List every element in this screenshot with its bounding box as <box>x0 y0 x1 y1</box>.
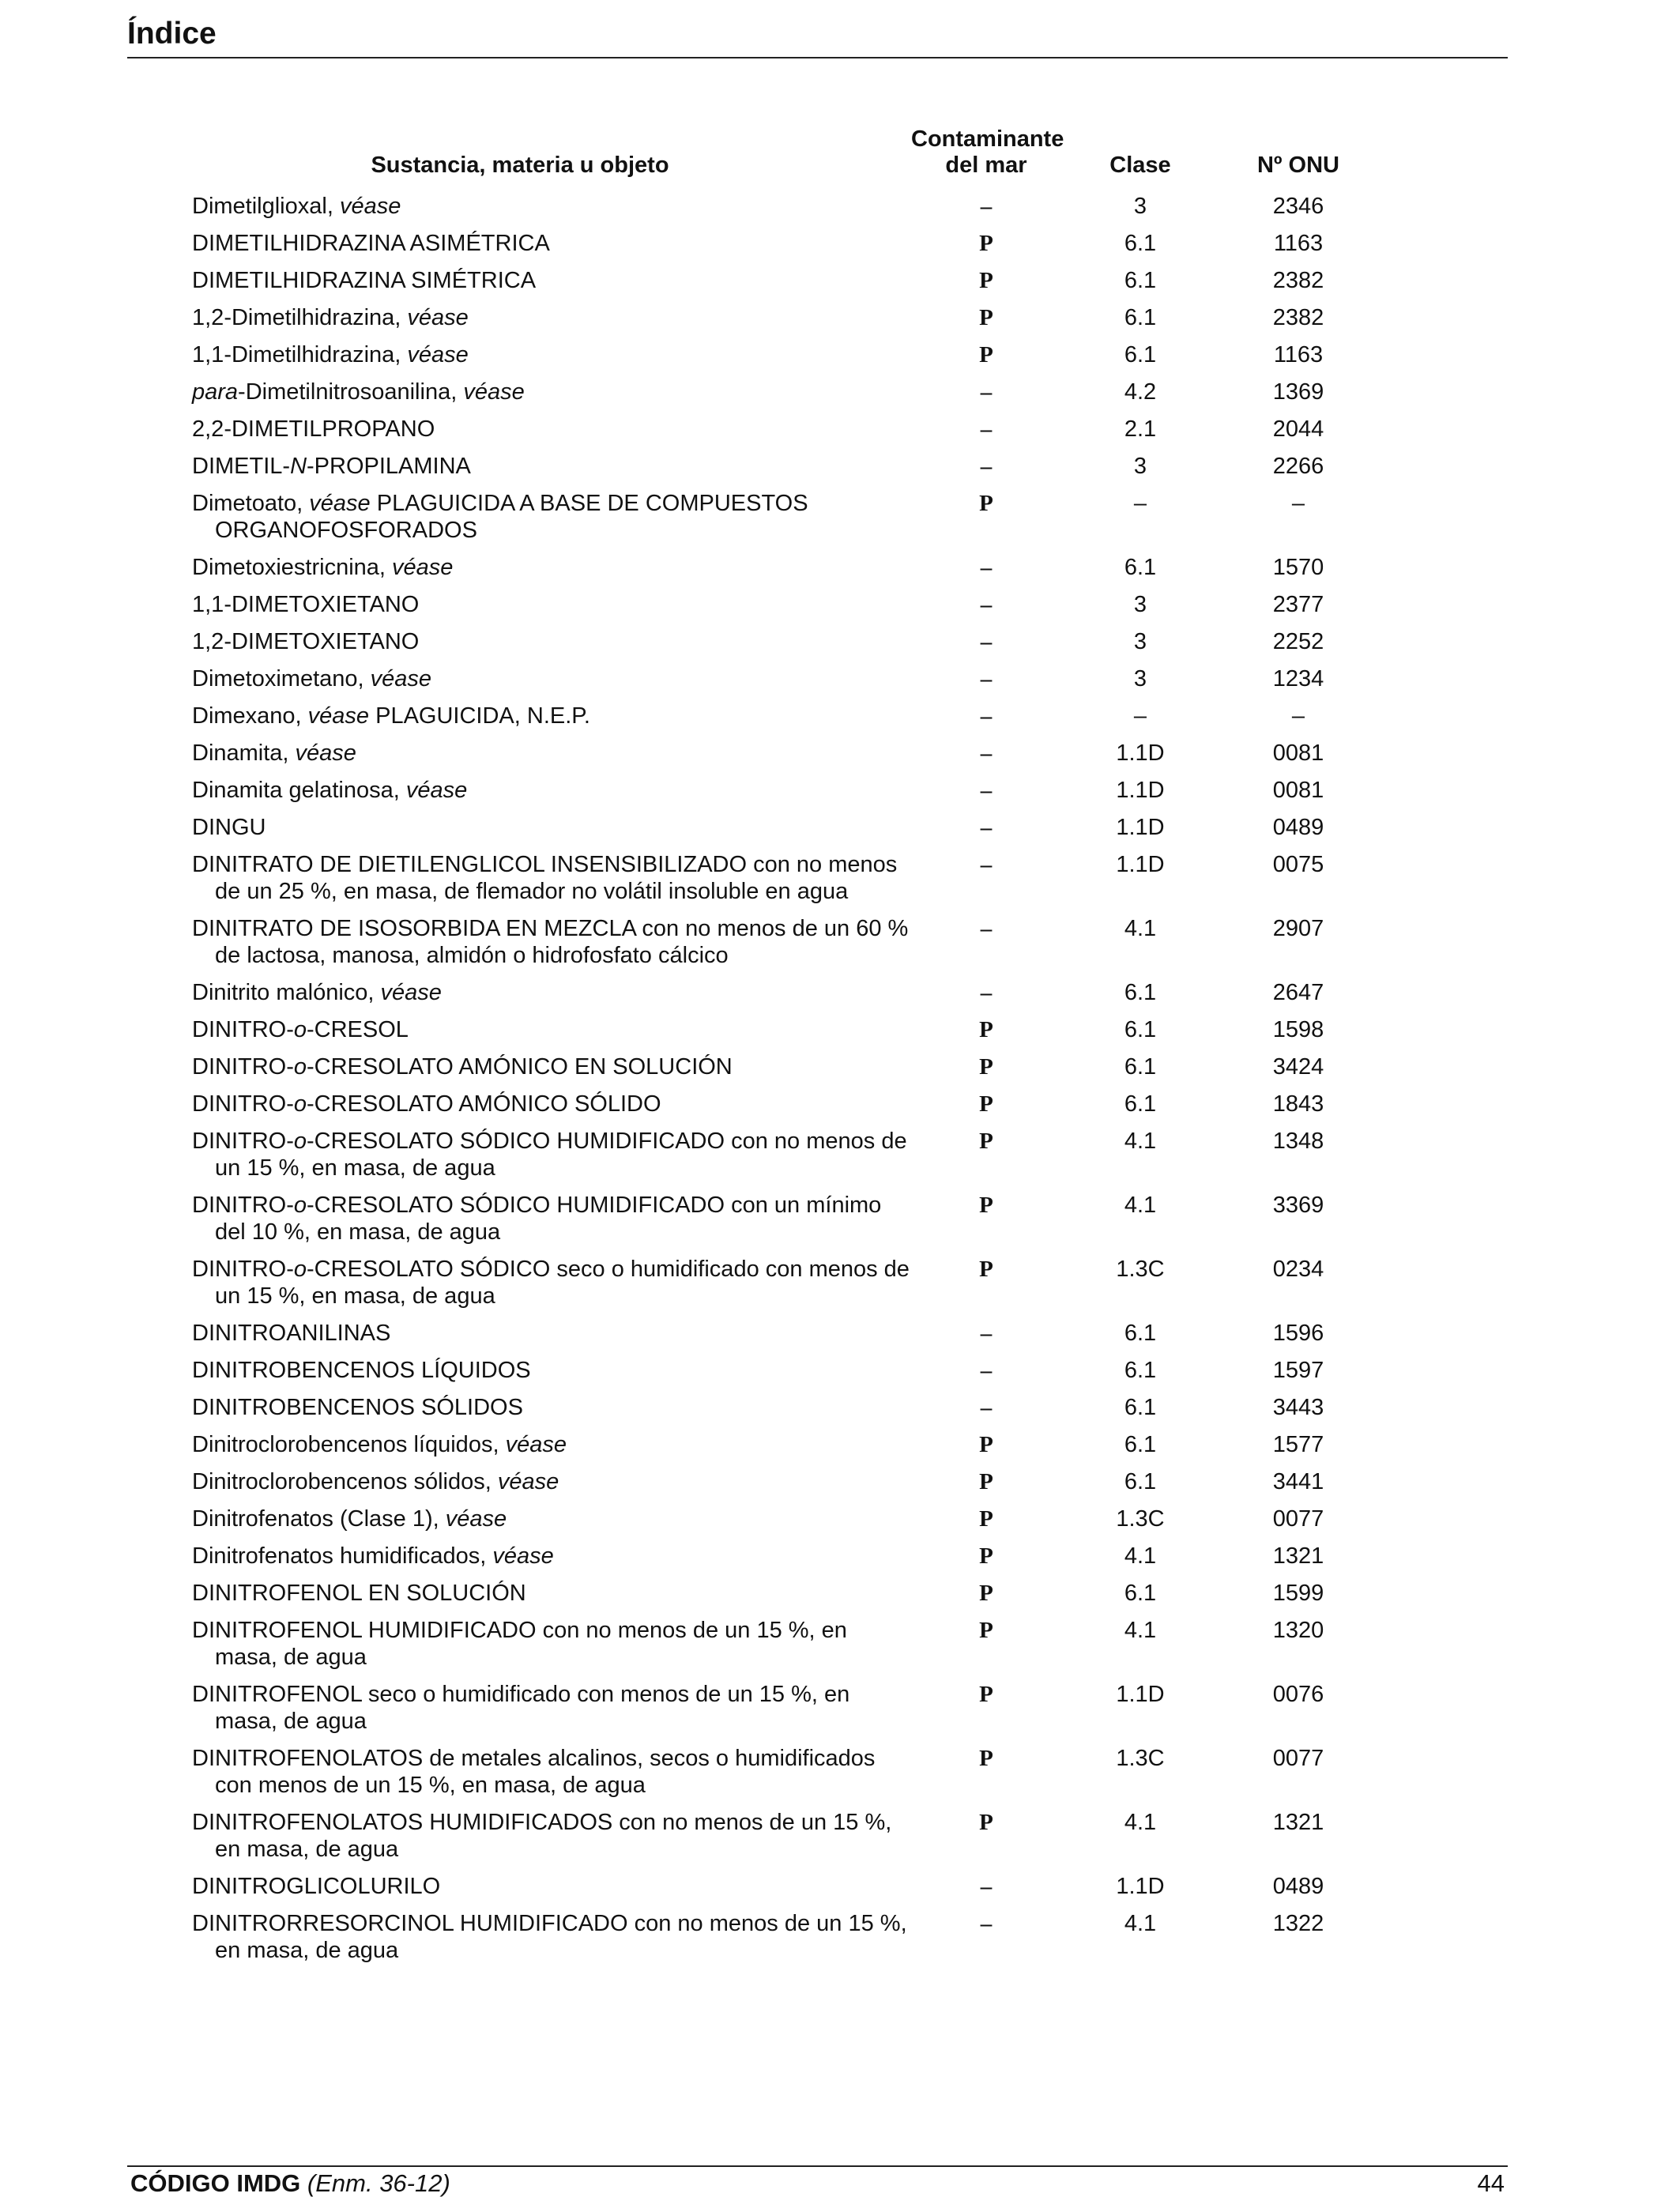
table-row <box>192 661 1508 698</box>
hazard-class: 6.1 <box>1124 305 1157 330</box>
substance-name: DINITROFENOL EN SOLUCIÓN <box>192 1581 526 1606</box>
substance-name: 1,1-DIMETOXIETANO <box>192 592 420 617</box>
row-spacer <box>1377 809 1508 846</box>
hazard-class: 1.1D <box>1116 852 1165 877</box>
un-number: 3443 <box>1272 1395 1324 1420</box>
marine-pollutant-mark: P <box>979 1746 993 1771</box>
marine-pollutant-mark: P <box>979 305 993 330</box>
hazard-class: 4.1 <box>1124 1618 1157 1643</box>
substance-name: Dinitrito malónico, véase <box>192 980 442 1005</box>
hazard-class: 6.1 <box>1124 1581 1157 1606</box>
table-row <box>192 1123 1508 1187</box>
un-number: 1599 <box>1272 1581 1324 1606</box>
un-number: 2907 <box>1272 916 1324 941</box>
substance-name: DINITRO-o-CRESOLATO SÓDICO HUMIDIFICADO con un mínimo del 10 %, en masa, de agua <box>192 1193 882 1245</box>
row-spacer <box>1377 411 1508 448</box>
row-spacer <box>1377 188 1508 225</box>
table-row <box>192 772 1508 809</box>
un-number: 0081 <box>1272 778 1324 803</box>
un-number: 1322 <box>1272 1911 1324 1936</box>
table-row <box>192 1612 1508 1676</box>
hazard-class: 6.1 <box>1124 1054 1157 1080</box>
column-header-class: Clase <box>1109 153 1171 178</box>
hazard-class: 4.1 <box>1124 1911 1157 1936</box>
table-row <box>192 1575 1508 1612</box>
hazard-class: 6.1 <box>1124 1321 1157 1346</box>
marine-pollutant-mark: – <box>980 1358 993 1383</box>
substance-name: DINITROGLICOLURILO <box>192 1874 441 1899</box>
table-row <box>192 1501 1508 1538</box>
row-spacer <box>1377 772 1508 809</box>
marine-pollutant-mark: P <box>979 491 993 516</box>
row-spacer <box>1377 485 1508 549</box>
marine-pollutant-mark: P <box>979 1432 993 1457</box>
hazard-class: 1.1D <box>1116 1874 1165 1899</box>
footer-edition: (Enm. 36-12) <box>307 2169 450 2197</box>
hazard-class: 1.3C <box>1116 1257 1165 1282</box>
substance-name: 1,1-Dimetilhidrazina, véase <box>192 342 469 367</box>
hazard-class: 1.1D <box>1116 815 1165 840</box>
substance-name: Dinitroclorobencenos sólidos, véase <box>192 1469 559 1494</box>
substance-name: DINITROFENOLATOS HUMIDIFICADOS con no menos de un 15 %, en masa, de agua <box>192 1810 892 1862</box>
hazard-class: 6.1 <box>1124 1091 1157 1117</box>
substance-name: 1,2-Dimetilhidrazina, véase <box>192 305 469 330</box>
hazard-class: 6.1 <box>1124 268 1157 293</box>
un-number: 1369 <box>1272 379 1324 405</box>
hazard-class: 4.1 <box>1124 1129 1157 1154</box>
table-row <box>192 910 1508 974</box>
marine-pollutant-mark: – <box>980 980 993 1005</box>
marine-pollutant-mark: – <box>980 1911 993 1936</box>
un-number: 2382 <box>1272 268 1324 293</box>
marine-pollutant-mark: P <box>979 231 993 256</box>
marine-pollutant-mark: – <box>980 1321 993 1346</box>
table-row <box>192 1251 1508 1315</box>
row-spacer <box>1377 549 1508 586</box>
substance-name: DINGU <box>192 815 266 840</box>
marine-pollutant-mark: – <box>980 666 993 692</box>
footer-code-title: CÓDIGO IMDG <box>130 2169 301 2197</box>
row-spacer <box>1377 661 1508 698</box>
substance-name: DINITRO-o-CRESOL <box>192 1017 409 1042</box>
table-row <box>192 300 1508 337</box>
table-header-row <box>192 126 1508 188</box>
page-footer <box>127 2165 1508 2197</box>
marine-pollutant-mark: – <box>980 778 993 803</box>
table-row <box>192 549 1508 586</box>
substance-name: DINITROFENOL HUMIDIFICADO con no menos de un 15 %, en masa, de agua <box>192 1618 847 1670</box>
substance-name: Dinamita gelatinosa, véase <box>192 778 468 803</box>
column-header-substance: Sustancia, materia u objeto <box>371 153 669 178</box>
row-spacer <box>1377 337 1508 374</box>
table-row <box>192 448 1508 485</box>
row-spacer <box>1377 624 1508 661</box>
row-spacer <box>1377 1086 1508 1123</box>
table-row <box>192 735 1508 772</box>
un-number: – <box>1291 491 1305 516</box>
hazard-class: 4.1 <box>1124 1543 1157 1569</box>
table-row <box>192 1804 1508 1868</box>
un-number: 2382 <box>1272 305 1324 330</box>
row-spacer <box>1377 1012 1508 1049</box>
table-row <box>192 188 1508 225</box>
hazard-class: – <box>1133 703 1147 729</box>
marine-pollutant-mark: P <box>979 1810 993 1835</box>
row-spacer <box>1377 300 1508 337</box>
row-spacer <box>1377 1501 1508 1538</box>
table-row <box>192 624 1508 661</box>
hazard-class: 6.1 <box>1124 231 1157 256</box>
index-table <box>192 126 1508 1969</box>
un-number: 2266 <box>1272 454 1324 479</box>
un-number: 0077 <box>1272 1506 1324 1532</box>
row-spacer <box>1377 586 1508 624</box>
row-spacer <box>1377 1389 1508 1426</box>
un-number: 1234 <box>1272 666 1324 692</box>
row-spacer <box>1377 448 1508 485</box>
marine-pollutant-mark: P <box>979 1091 993 1117</box>
substance-name: DIMETILHIDRAZINA SIMÉTRICA <box>192 268 537 293</box>
hazard-class: 6.1 <box>1124 342 1157 367</box>
un-number: 2346 <box>1272 194 1324 219</box>
hazard-class: 1.3C <box>1116 1506 1165 1532</box>
column-spacer <box>1377 126 1508 188</box>
un-number: 3424 <box>1272 1054 1324 1080</box>
row-spacer <box>1377 974 1508 1012</box>
row-spacer <box>1377 1464 1508 1501</box>
table-row <box>192 1315 1508 1352</box>
hazard-class: 6.1 <box>1124 555 1157 580</box>
page-title: Índice <box>127 17 217 51</box>
substance-name: Dinamita, véase <box>192 740 356 766</box>
marine-pollutant-mark: P <box>979 342 993 367</box>
table-row <box>192 1905 1508 1969</box>
substance-name: DINITRO-o-CRESOLATO AMÓNICO SÓLIDO <box>192 1091 661 1117</box>
un-number: 1163 <box>1273 231 1324 256</box>
un-number: 1577 <box>1272 1432 1324 1457</box>
hazard-class: 6.1 <box>1124 1469 1157 1494</box>
table-row <box>192 809 1508 846</box>
row-spacer <box>1377 1538 1508 1575</box>
marine-pollutant-mark: P <box>979 1581 993 1606</box>
row-spacer <box>1377 225 1508 262</box>
substance-name: DINITRO-o-CRESOLATO SÓDICO HUMIDIFICADO con no menos de un 15 %, en masa, de agua <box>192 1129 907 1181</box>
footer-code <box>130 2170 450 2197</box>
substance-name: 2,2-DIMETILPROPANO <box>192 416 435 442</box>
row-spacer <box>1377 1612 1508 1676</box>
un-number: 1320 <box>1272 1618 1324 1643</box>
table-row <box>192 1352 1508 1389</box>
table-row <box>192 374 1508 411</box>
marine-pollutant-mark: – <box>980 740 993 766</box>
hazard-class: 3 <box>1133 629 1147 654</box>
column-header-un-number: Nº ONU <box>1256 153 1340 178</box>
marine-pollutant-mark: P <box>979 1506 993 1532</box>
row-spacer <box>1377 1315 1508 1352</box>
un-number: 1321 <box>1272 1543 1324 1569</box>
table-row <box>192 1538 1508 1575</box>
marine-pollutant-mark: – <box>980 852 993 877</box>
un-number: 1597 <box>1272 1358 1324 1383</box>
row-spacer <box>1377 698 1508 735</box>
hazard-class: 4.1 <box>1124 1193 1157 1218</box>
table-row <box>192 1676 1508 1740</box>
substance-name: DINITRATO DE DIETILENGLICOL INSENSIBILIZADO con no menos de un 25 %, en masa, de flemador no volátil insoluble en agua <box>192 852 898 904</box>
table-row <box>192 262 1508 300</box>
table-row <box>192 698 1508 735</box>
table-row <box>192 1868 1508 1905</box>
hazard-class: 3 <box>1133 592 1147 617</box>
row-spacer <box>1377 910 1508 974</box>
marine-pollutant-mark: – <box>980 592 993 617</box>
marine-pollutant-mark: – <box>980 916 993 941</box>
un-number: 1570 <box>1272 555 1324 580</box>
hazard-class: 6.1 <box>1124 1395 1157 1420</box>
table-row <box>192 1426 1508 1464</box>
row-spacer <box>1377 1676 1508 1740</box>
hazard-class: 3 <box>1133 194 1147 219</box>
hazard-class: 1.1D <box>1116 1682 1165 1707</box>
table-row <box>192 225 1508 262</box>
un-number: 1598 <box>1272 1017 1324 1042</box>
row-spacer <box>1377 1804 1508 1868</box>
hazard-class: 4.2 <box>1124 379 1157 405</box>
table-row <box>192 411 1508 448</box>
hazard-class: 1.3C <box>1116 1746 1165 1771</box>
table-row <box>192 1740 1508 1804</box>
un-number: 0489 <box>1272 815 1324 840</box>
table-row <box>192 974 1508 1012</box>
un-number: 1843 <box>1272 1091 1324 1117</box>
substance-name: Dimetilglioxal, véase <box>192 194 401 219</box>
substance-name: DINITROBENCENOS LÍQUIDOS <box>192 1358 531 1383</box>
hazard-class: 4.1 <box>1124 916 1157 941</box>
table-row <box>192 1049 1508 1086</box>
un-number: 3369 <box>1272 1193 1324 1218</box>
hazard-class: 2.1 <box>1124 416 1157 442</box>
marine-pollutant-mark: – <box>980 1874 993 1899</box>
table-row <box>192 337 1508 374</box>
page-header <box>127 14 1508 58</box>
row-spacer <box>1377 262 1508 300</box>
un-number: 0076 <box>1272 1682 1324 1707</box>
un-number: 0081 <box>1272 740 1324 766</box>
table-row <box>192 1086 1508 1123</box>
marine-pollutant-mark: – <box>980 454 993 479</box>
row-spacer <box>1377 1868 1508 1905</box>
substance-name: Dimexano, véase PLAGUICIDA, N.E.P. <box>192 703 590 729</box>
substance-name: Dimetoato, véase PLAGUICIDA A BASE DE COMPUESTOS ORGANOFOSFORADOS <box>192 491 808 543</box>
un-number: 2044 <box>1272 416 1324 442</box>
substance-name: Dinitrofenatos (Clase 1), véase <box>192 1506 507 1532</box>
un-number: 1321 <box>1272 1810 1324 1835</box>
marine-pollutant-mark: – <box>980 703 993 729</box>
substance-name: DINITRO-o-CRESOLATO SÓDICO seco o humidificado con menos de un 15 %, en masa, de agua <box>192 1257 910 1309</box>
hazard-class: – <box>1133 491 1147 516</box>
table-row <box>192 1389 1508 1426</box>
marine-pollutant-mark: – <box>980 379 993 405</box>
row-spacer <box>1377 735 1508 772</box>
hazard-class: 6.1 <box>1124 1017 1157 1042</box>
un-number: 0234 <box>1272 1257 1324 1282</box>
marine-pollutant-mark: – <box>980 1395 993 1420</box>
column-header-marine-pollutant: Contaminante del mar <box>911 126 1064 178</box>
substance-name: DINITROFENOL seco o humidificado con menos de un 15 %, en masa, de agua <box>192 1682 850 1734</box>
row-spacer <box>1377 1905 1508 1969</box>
hazard-class: 6.1 <box>1124 1358 1157 1383</box>
substance-name: Dinitrofenatos humidificados, véase <box>192 1543 554 1569</box>
marine-pollutant-mark: – <box>980 815 993 840</box>
table-row <box>192 485 1508 549</box>
row-spacer <box>1377 1740 1508 1804</box>
substance-name: Dinitroclorobencenos líquidos, véase <box>192 1432 567 1457</box>
marine-pollutant-mark: P <box>979 1017 993 1042</box>
substance-name: Dimetoximetano, véase <box>192 666 432 692</box>
marine-pollutant-mark: P <box>979 1054 993 1080</box>
hazard-class: 6.1 <box>1124 980 1157 1005</box>
marine-pollutant-mark: – <box>980 194 993 219</box>
table-row <box>192 1187 1508 1251</box>
un-number: 2377 <box>1272 592 1324 617</box>
hazard-class: 6.1 <box>1124 1432 1157 1457</box>
substance-name: DINITRO-o-CRESOLATO AMÓNICO EN SOLUCIÓN <box>192 1054 733 1080</box>
un-number: 0077 <box>1272 1746 1324 1771</box>
row-spacer <box>1377 1049 1508 1086</box>
marine-pollutant-mark: – <box>980 629 993 654</box>
marine-pollutant-mark: – <box>980 555 993 580</box>
marine-pollutant-mark: P <box>979 1469 993 1494</box>
table-row <box>192 846 1508 910</box>
substance-name: DINITROBENCENOS SÓLIDOS <box>192 1395 523 1420</box>
table-row <box>192 1464 1508 1501</box>
un-number: 3441 <box>1272 1469 1324 1494</box>
un-number: 2647 <box>1272 980 1324 1005</box>
substance-name: DIMETILHIDRAZINA ASIMÉTRICA <box>192 231 550 256</box>
substance-name: DIMETIL-N-PROPILAMINA <box>192 454 471 479</box>
table-row <box>192 586 1508 624</box>
substance-name: DINITROANILINAS <box>192 1321 391 1346</box>
marine-pollutant-mark: P <box>979 1193 993 1218</box>
row-spacer <box>1377 846 1508 910</box>
substance-name: DINITROFENOLATOS de metales alcalinos, secos o humidificados con menos de un 15 %, en masa, de agua <box>192 1746 876 1798</box>
substance-name: DINITRORRESORCINOL HUMIDIFICADO con no menos de un 15 %, en masa, de agua <box>192 1911 907 1963</box>
marine-pollutant-mark: – <box>980 416 993 442</box>
un-number: 0075 <box>1272 852 1324 877</box>
substance-name: DINITRATO DE ISOSORBIDA EN MEZCLA con no menos de un 60 % de lactosa, manosa, almidón o hidrofosfato cálcico <box>192 916 909 968</box>
un-number: 1348 <box>1272 1129 1324 1154</box>
un-number: 2252 <box>1272 629 1324 654</box>
hazard-class: 4.1 <box>1124 1810 1157 1835</box>
substance-name: para-Dimetilnitrosoanilina, véase <box>192 379 525 405</box>
hazard-class: 3 <box>1133 454 1147 479</box>
un-number: 1596 <box>1272 1321 1324 1346</box>
marine-pollutant-mark: P <box>979 1257 993 1282</box>
substance-name: Dimetoxiestricnina, véase <box>192 555 454 580</box>
row-spacer <box>1377 1352 1508 1389</box>
marine-pollutant-mark: P <box>979 1129 993 1154</box>
marine-pollutant-mark: P <box>979 1682 993 1707</box>
page-number: 44 <box>1477 2169 1505 2197</box>
hazard-class: 1.1D <box>1116 740 1165 766</box>
marine-pollutant-mark: P <box>979 268 993 293</box>
row-spacer <box>1377 1575 1508 1612</box>
row-spacer <box>1377 374 1508 411</box>
row-spacer <box>1377 1251 1508 1315</box>
row-spacer <box>1377 1187 1508 1251</box>
hazard-class: 3 <box>1133 666 1147 692</box>
row-spacer <box>1377 1123 1508 1187</box>
row-spacer <box>1377 1426 1508 1464</box>
marine-pollutant-mark: P <box>979 1618 993 1643</box>
marine-pollutant-mark: P <box>979 1543 993 1569</box>
substance-name: 1,2-DIMETOXIETANO <box>192 629 420 654</box>
un-number: – <box>1291 703 1305 729</box>
hazard-class: 1.1D <box>1116 778 1165 803</box>
un-number: 0489 <box>1272 1874 1324 1899</box>
table-row <box>192 1012 1508 1049</box>
un-number: 1163 <box>1273 342 1324 367</box>
